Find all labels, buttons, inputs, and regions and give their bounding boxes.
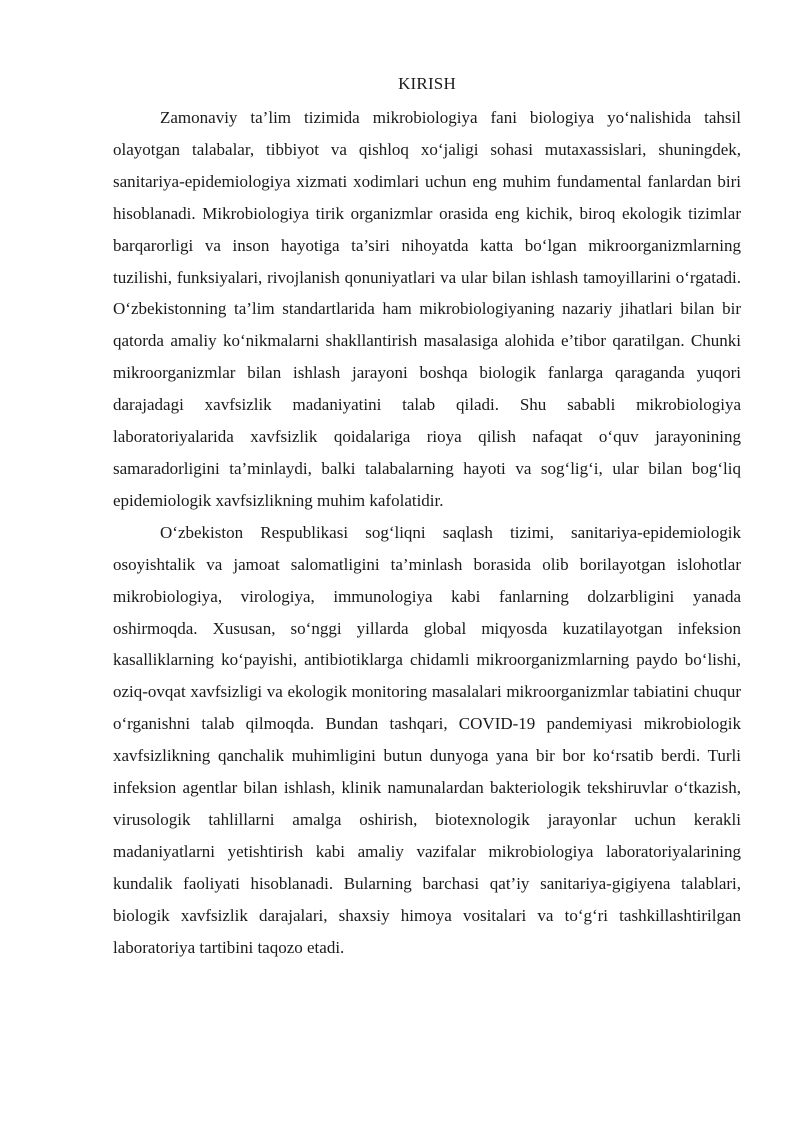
paragraph-2: O‘zbekiston Respublikasi sog‘liqni saqlash tizimi, sanitariya-epidemiologik osoyishtalik va jamoat salomatligini ta’minlash borasida olib borilayotgan islohotlar mikrobiologiya, virologiya, immunologiya kabi fanlarning dolzarbligini yanada oshirmoqda. Xususan, so‘nggi yillarda global miqyosda kuzatilayotgan infeksion kasalliklarning ko‘payishi, antibiotiklarga chidamli mikroorganizmlarning paydo bo‘lishi, oziq-ovqat xavfsizligi va ekologik monitoring masalalari mikroorganizmlar tabiatini chuqur o‘rganishni talab qilmoqda. Bundan tashqari, COVID-19 pandemiyasi mikrobiologik xavfsizlikning qanchalik muhimligini butun dunyoga yana bir bor ko‘rsatib berdi. Turli infeksion agentlar bilan ishlash, klinik namunalardan bakteriologik tekshiruvlar o‘tkazish, virusologik tahlillarni amalga oshirish, biotexnologik jarayonlar uchun kerakli madaniyatlarni yetishtirish kabi amaliy vazifalar mikrobiologiya laboratoriyalarining kundalik faoliyati hisoblanadi. Bularning barchasi qat’iy sanitariya-gigiyena talablari, biologik xavfsizlik darajalari, shaxsiy himoya vositalari va to‘g‘ri tashkillashtirilgan laboratoriya tartibini taqozo etadi. — [113, 522, 741, 957]
section-title: KIRISH — [398, 74, 456, 93]
document-body — [113, 72, 741, 963]
paragraph-1: Zamonaviy ta’lim tizimida mikrobiologiya fani biologiya yo‘nalishida tahsil olayotgan talabalar, tibbiyot va qishloq xo‘jaligi sohasi mutaxassislari, shuningdek, sanitariya-epidemiologiya xizmati xodimlari uchun eng muhim fundamental fanlardan biri hisoblanadi. Mikrobiologiya tirik organizmlar orasida eng kichik, biroq ekologik tizimlar barqarorligi va inson hayotiga ta’siri nihoyatda katta bo‘lgan mikroorganizmlarning tuzilishi, funksiyalari, rivojlanish qonuniyatlari va ular bilan ishlash tamoyillarini o‘rgatadi. O‘zbekistonning ta’lim standartlarida ham mikrobiologiyaning nazariy jihatlari bilan bir qatorda amaliy ko‘nikmalarni shakllantirish masalasiga alohida e’tibor qaratilgan. Chunki mikroorganizmlar bilan ishlash jarayoni boshqa biologik fanlarga qaraganda yuqori darajadagi xavfsizlik madaniyatini talab qiladi. Shu sababli mikrobiologiya laboratoriyalarida xavfsizlik qoidalariga rioya qilish nafaqat o‘quv jarayonining samaradorligini ta’minlaydi, balki talabalarning hayoti va sog‘lig‘i, ular bilan bog‘liq epidemiologik xavfsizlikning muhim kafolatidir. — [113, 108, 741, 510]
